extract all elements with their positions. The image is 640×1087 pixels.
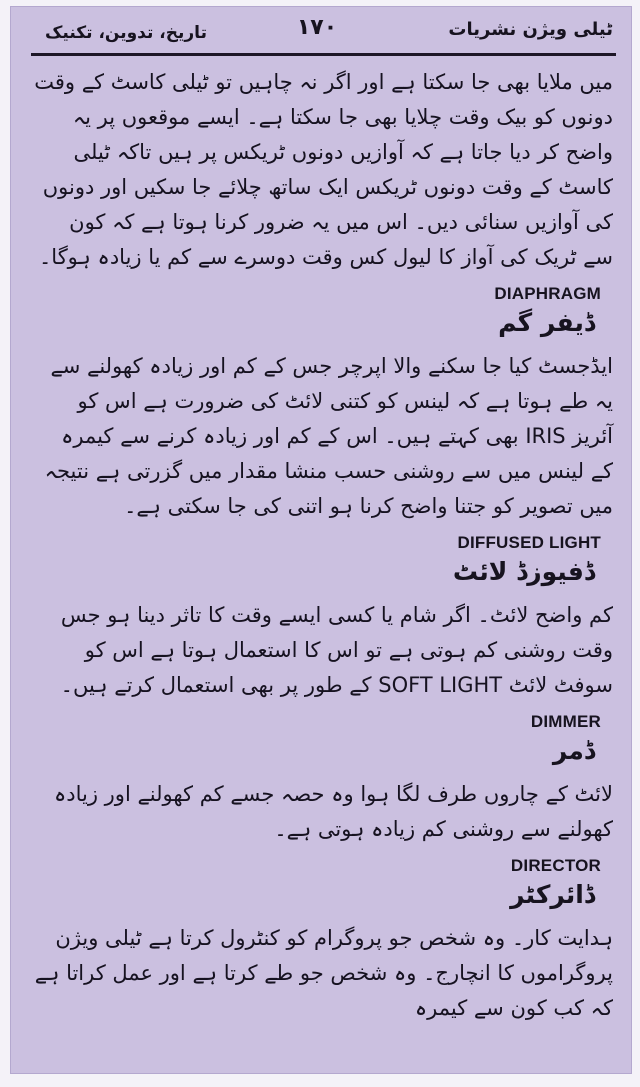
book-title: ٹیلی ویژن نشریات: [448, 19, 613, 40]
term-urdu: ڈیفر گم: [498, 308, 595, 337]
section-diaphragm: [33, 283, 613, 524]
section-dimmer: [33, 711, 613, 847]
page-header: [27, 13, 621, 55]
book-page: [11, 7, 631, 1073]
definition-paragraph: ہدایت کار۔ وہ شخص جو پروگرام کو کنٹرول کرتا ہے ٹیلی ویژن پروگراموں کا انچارج۔ وہ شخص جو طے کرتا ہے اور عمل کراتا ہے کہ کب کون سے کیمرہ: [34, 926, 613, 1020]
term-english: DIMMER: [530, 712, 601, 731]
term-english: DIFFUSED LIGHT: [457, 533, 601, 552]
term-english: DIAPHRAGM: [494, 284, 601, 303]
term-urdu: ڈائرکٹر: [510, 880, 595, 909]
term-urdu: ڈمر: [552, 736, 595, 765]
page-number: ۱۷۰: [296, 15, 338, 40]
page-content: [33, 65, 613, 1053]
term-english: DIRECTOR: [510, 856, 601, 875]
chapter-title: تاریخ، تدوین، تکنیک: [45, 23, 207, 43]
section-director: [33, 855, 613, 1026]
term-urdu: ڈفیوزڈ لائٹ: [452, 557, 595, 586]
definition-paragraph: کم واضح لائٹ۔ اگر شام یا کسی ایسے وقت کا تاثر دینا ہو جس وقت روشنی کم ہوتی ہے تو اس کا استعمال ہوتا ہے اس کو سوفٹ لائٹ SOFT LIGHT کے طور پر بھی استعمال کرتے ہیں۔: [60, 603, 613, 697]
intro-paragraph: میں ملایا بھی جا سکتا ہے اور اگر نہ چاہیں تو ٹیلی کاسٹ کے وقت دونوں کو بیک وقت چلایا بھی جا سکتا ہے۔ ایسے موقعوں پر یہ واضح کر دیا جاتا ہے کہ آوازیں دونوں ٹریکس پر ہیں تاکہ ٹیلی کاسٹ کے وقت دونوں ٹریکس ایک ساتھ چلائے جا سکیں اور دونوں کی آوازیں سنائی دیں۔ اس میں یہ ضرور کرنا ہوتا ہے کہ کون سے ٹریک کی آواز کا لیول کس وقت دوسرے سے کم یا زیادہ ہوگا۔: [34, 70, 613, 269]
section-diffused-light: [33, 532, 613, 703]
header-divider: [31, 53, 616, 56]
definition-paragraph: لائٹ کے چاروں طرف لگا ہوا وہ حصہ جسے کم کھولنے اور زیادہ کھولنے سے روشنی کم زیادہ ہوتی ہے۔: [53, 782, 613, 841]
definition-paragraph: ایڈجسٹ کیا جا سکنے والا اپرچر جس کے کم اور زیادہ کھولنے سے یہ طے ہوتا ہے کہ لینس کو کتنی لائٹ کی ضرورت ہے اس کو آئریز IRIS بھی کہتے ہیں۔ اس کے کم اور زیادہ کرنے سے کیمرہ کے لینس میں سے روشنی حسب منشا مقدار میں گزرتی ہے نتیجہ میں تصویر کو جتنا واضح کرنا ہو اتنی کی جا سکتی ہے۔: [44, 354, 613, 518]
